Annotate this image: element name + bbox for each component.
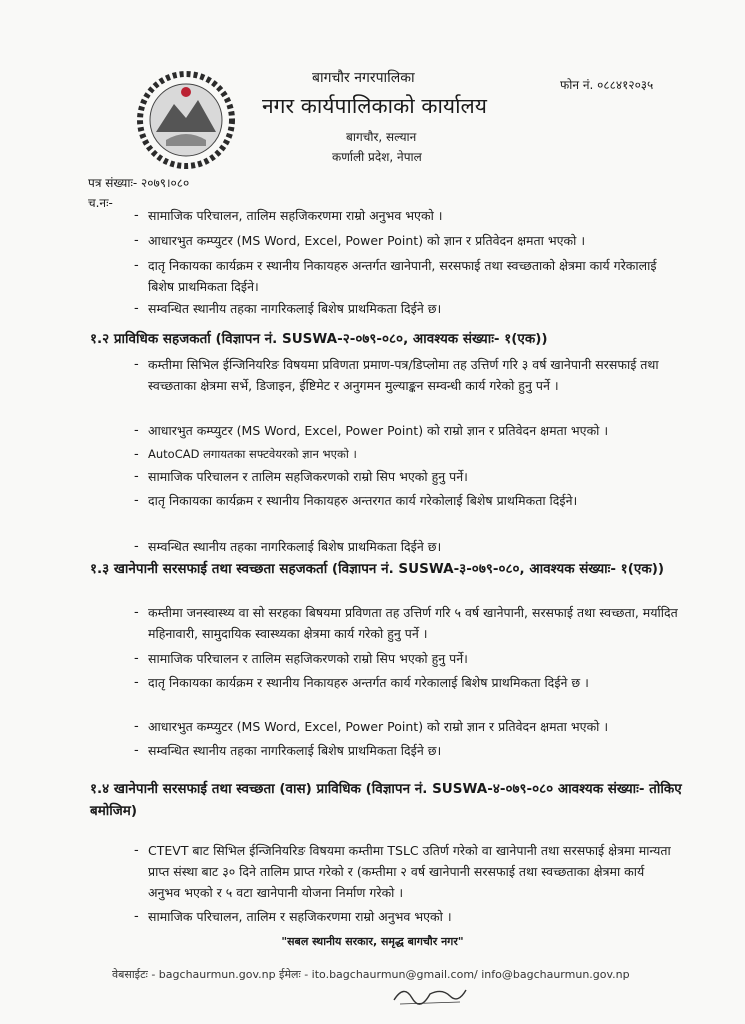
bullet-dash: - xyxy=(134,909,139,924)
bullet-dash: - xyxy=(134,423,139,438)
bullet-dash: - xyxy=(134,539,139,554)
bullet-dash: - xyxy=(134,493,139,508)
section-heading-1-4: १.४ खानेपानी सरसफाई तथा स्वच्छता (वास) प्राविधिक (विज्ञापन नं. SUSWA-४-०७९-०८० आवश्यक संख्याः- तोकिए बमोजिम) xyxy=(90,781,682,819)
list-item: कम्तीमा जनस्वास्थ्य वा सो सरहका बिषयमा प्रविणता तह उत्तिर्ण गरि ५ वर्ष खानेपानी, सरसफाई तथा स्वच्छता, मर्यादित महिनावारी, सामुदायिक स्वास्थ्यका क्षेत्रमा कार्य गरेको हुनु पर्ने । xyxy=(148,605,678,641)
list-item: आधारभुत कम्प्युटर (MS Word, Excel, Power Point) को ज्ञान र प्रतिवेदन क्षमता भएको । xyxy=(148,233,586,248)
municipality-name: बागचौर नगरपालिका xyxy=(312,70,415,86)
reference-number: पत्र संख्याः- २०७९।०८० xyxy=(88,176,190,190)
bullet-dash: - xyxy=(134,843,139,858)
bullet-dash: - xyxy=(134,469,139,484)
list-item: सामाजिक परिचालन, तालिम सहजिकरणमा राम्रो अनुभव भएको । xyxy=(148,208,443,223)
bullet-dash: - xyxy=(134,447,139,462)
list-item: सामाजिक परिचालन र तालिम सहजिकरणको राम्रो सिप भएको हुनु पर्ने। xyxy=(148,651,468,666)
bullet-dash: - xyxy=(134,743,139,758)
address-line-1: बागचौर, सल्यान xyxy=(346,130,417,144)
nepal-emblem-logo xyxy=(136,70,236,170)
list-item: सामाजिक परिचालन र तालिम सहजिकरणको राम्रो सिप भएको हुनु पर्ने। xyxy=(148,469,468,484)
phone-number: फोन नं. ०८८४१२०३५ xyxy=(560,78,654,92)
list-item: आधारभुत कम्प्युटर (MS Word, Excel, Power Point) को राम्रो ज्ञान र प्रतिवेदन क्षमता भएको । xyxy=(148,719,609,734)
municipality-motto: "सबल स्थानीय सरकार, समृद्ध बागचौर नगर" xyxy=(281,935,464,948)
bullet-dash: - xyxy=(134,719,139,734)
bullet-dash: - xyxy=(134,357,139,372)
list-item: कम्तीमा सिभिल ईन्जिनियरिङ विषयमा प्रविणता प्रमाण-पत्र/डिप्लोमा तह उत्तिर्ण गरि ३ वर्ष खानेपानी सरसफाई तथा स्वच्छताका क्षेत्रमा सर्भे, डिजाइन, ईष्टिमेट र अनुगमन मुल्याङ्कन सम्वन्धी कार्य गरेको हुनु पर्ने । xyxy=(148,357,659,393)
bullet-dash: - xyxy=(134,605,139,620)
list-item: CTEVT बाट सिभिल ईन्जिनियरिङ विषयमा कम्तीमा TSLC उतिर्ण गरेको वा खानेपानी तथा सरसफाई क्षेत्रमा मान्यता प्राप्त संस्था बाट ३० दिने तालिम प्राप्त गरेको र (कम्तीमा २ वर्ष खानेपानी सरसफाई तथा स्वच्छताका क्षेत्रमा कार्य अनुभव भएको र ५ वटा खानेपानी योजना निर्माण गरेको । xyxy=(148,843,671,900)
bullet-dash: - xyxy=(134,208,139,223)
signature-mark xyxy=(390,980,470,1010)
list-item: आधारभुत कम्प्युटर (MS Word, Excel, Power Point) को राम्रो ज्ञान र प्रतिवेदन क्षमता भएको । xyxy=(148,423,609,438)
list-item: दातृ निकायका कार्यक्रम र स्थानीय निकायहरु अन्तर्गत खानेपानी, सरसफाई तथा स्वच्छताको क्षेत्रमा कार्य गरेकालाई बिशेष प्राथमिकता दिईने। xyxy=(148,258,657,294)
footer-contact: वेबसाईटः - bagchaurmun.gov.np ईमेलः - ito.bagchaurmun@gmail.com/ info@bagchaurmun.gov.np xyxy=(112,968,630,981)
section-heading-1-2: १.२ प्राविधिक सहजकर्ता (विज्ञापन नं. SUSWA-२-०७९-०८०, आवश्यक संख्याः- १(एक)) xyxy=(90,331,548,347)
office-name: नगर कार्यपालिकाको कार्यालय xyxy=(262,94,487,118)
list-item: सम्वन्धित स्थानीय तहका नागरिकलाई बिशेष प्राथमिकता दिईने छ। xyxy=(148,301,442,316)
section-heading-1-3: १.३ खानेपानी सरसफाई तथा स्वच्छता सहजकर्ता (विज्ञापन नं. SUSWA-३-०७९-०८०, आवश्यक संख्याः- १(एक)) xyxy=(90,561,665,577)
list-item: दातृ निकायका कार्यक्रम र स्थानीय निकायहरु अन्तर्गत कार्य गरेकालाई बिशेष प्राथमिकता दिईने छ । xyxy=(148,675,589,690)
bullet-dash: - xyxy=(134,301,139,316)
list-item: सम्वन्धित स्थानीय तहका नागरिकलाई बिशेष प्राथमिकता दिईने छ। xyxy=(148,539,442,554)
list-item: सामाजिक परिचालन, तालिम र सहजिकरणमा राम्रो अनुभव भएको । xyxy=(148,909,452,924)
list-item: सम्वन्धित स्थानीय तहका नागरिकलाई बिशेष प्राथमिकता दिईने छ। xyxy=(148,743,442,758)
bullet-dash: - xyxy=(134,675,139,690)
dispatch-number: च.नः- xyxy=(88,196,113,210)
address-line-2: कर्णाली प्रदेश, नेपाल xyxy=(332,150,422,164)
list-item: दातृ निकायका कार्यक्रम र स्थानीय निकायहरु अन्तरगत कार्य गरेकोलाई बिशेष प्राथमिकता दिईने। xyxy=(148,493,578,508)
bullet-dash: - xyxy=(134,233,139,248)
list-item: AutoCAD लगायतका सफ्टवेयरको ज्ञान भएको । xyxy=(148,447,357,461)
bullet-dash: - xyxy=(134,258,139,273)
bullet-dash: - xyxy=(134,651,139,666)
